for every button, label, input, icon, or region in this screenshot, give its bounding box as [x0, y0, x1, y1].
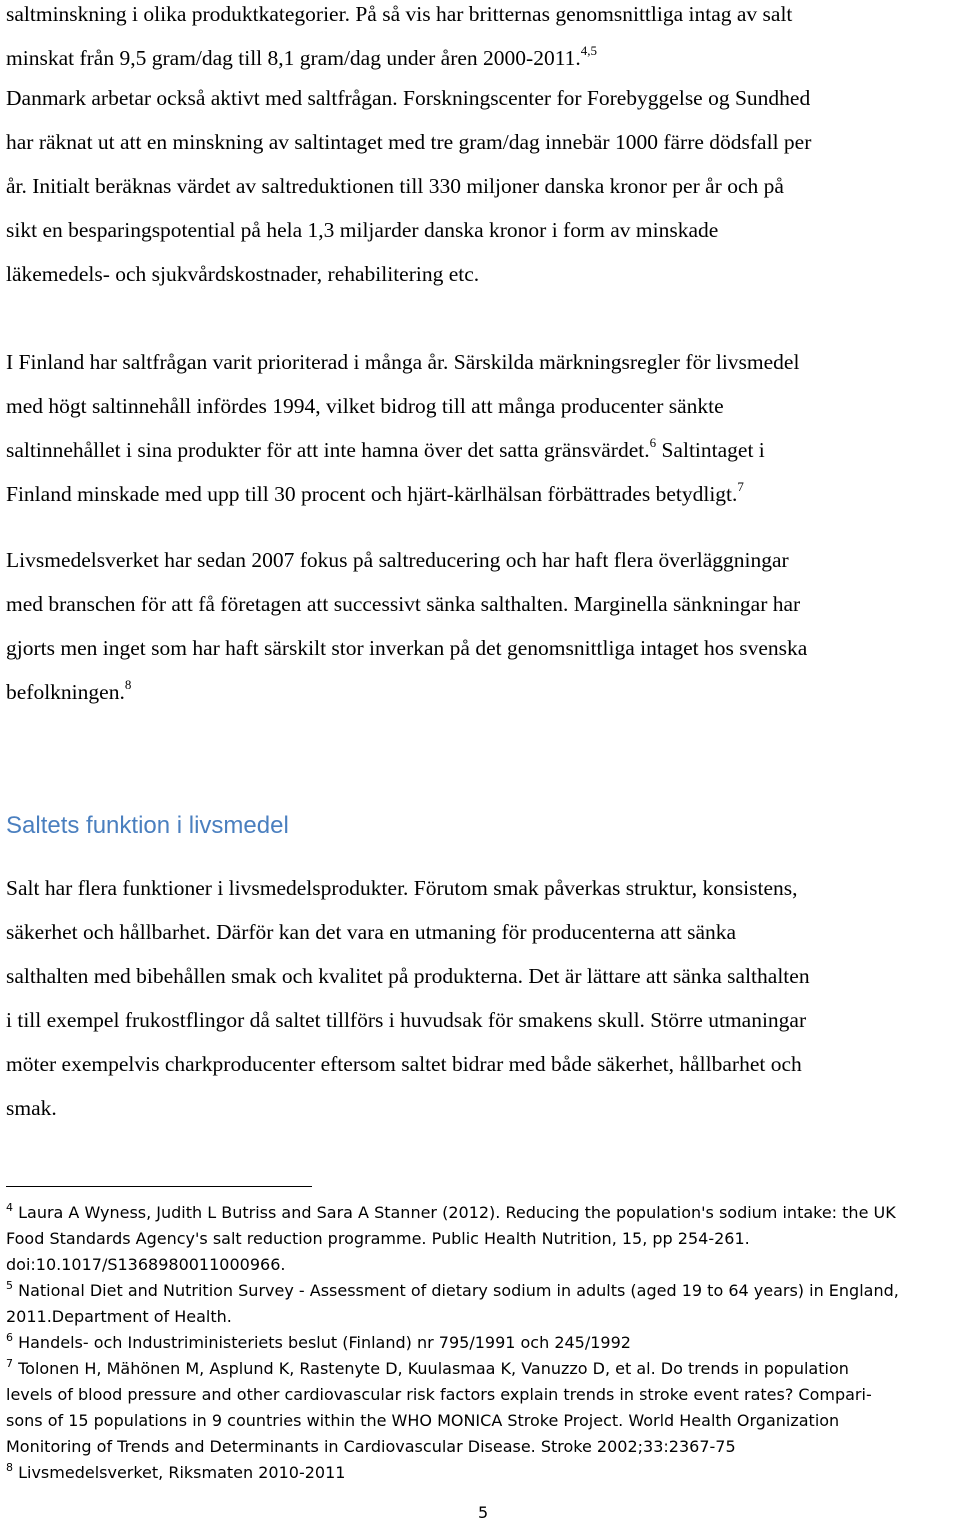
page-number: 5: [478, 1503, 489, 1522]
text-line: möter exempelvis charkproducenter eftersom saltet bidrar med både säkerhet, hållbarhet och: [6, 1052, 802, 1076]
footnote-divider: [6, 1186, 312, 1187]
footnote-number: 6: [6, 1330, 13, 1344]
footnote-5: $^5$ National Diet and Nutrition Survey - Assessment of dietary sodium in adults (aged 19 to 64 years) in England, 2011.Department of Health.: [6, 1278, 899, 1326]
footnote-number: 7: [6, 1356, 13, 1370]
footnote-4: $^4$ Laura A Wyness, Judith L Butriss and Sara A Stanner (2012). Reducing the population's sodium intake: the UK Food Standards Agency's salt reduction programme. Public Health Nutrition, 15, pp 254-261. doi:10.1017/S1368980011000966.: [6, 1200, 896, 1274]
footnote-number: 4: [6, 1200, 13, 1214]
text-line: Livsmedelsverket har sedan 2007 fokus på saltreducering och har haft flera överläggningar: [6, 548, 789, 572]
footnotes: [6, 1200, 958, 1486]
footnote-ref: 4,5: [580, 42, 598, 58]
footnote-ref: 8: [124, 676, 132, 692]
paragraph-livsmedelsverket: [6, 538, 958, 714]
text-line: saltminskning i olika produktkategorier. På så vis har britternas genomsnittliga intag av salt: [6, 2, 793, 26]
text-line: Finland minskade med upp till 30 procent och hjärt-kärlhälsan förbättrades betydligt.$^7$: [6, 478, 744, 506]
footnote-number: 8: [6, 1460, 13, 1474]
footnote-6: $^6$ Handels- och Industriministeriets beslut (Finland) nr 795/1991 och 245/1992: [6, 1330, 631, 1352]
text-line: salthalten med bibehållen smak och kvalitet på produkterna. Det är lättare att sänka salthalten: [6, 964, 810, 988]
footnote-ref: 6: [649, 434, 657, 450]
text-line: Salt har flera funktioner i livsmedelsprodukter. Förutom smak påverkas struktur, konsistens,: [6, 876, 798, 900]
text-line: befolkningen.$^8$: [6, 676, 132, 704]
paragraph-denmark: [6, 76, 958, 296]
text-line: minskat från 9,5 gram/dag till 8,1 gram/dag under åren 2000-2011.$^{4,5}$: [6, 42, 598, 70]
text-line: I Finland har saltfrågan varit prioriterad i många år. Särskilda märkningsregler för livsmedel: [6, 350, 800, 374]
text-line: säkerhet och hållbarhet. Därför kan det vara en utmaning för producenterna att sänka: [6, 920, 737, 944]
text-line: saltinnehållet i sina produkter för att inte hamna över det satta gränsvärdet.$^6$ Saltintaget i: [6, 434, 765, 462]
text-line: Danmark arbetar också aktivt med saltfrågan. Forskningscenter for Forebyggelse og Sundhed: [6, 86, 811, 110]
footnote-number: 5: [6, 1278, 13, 1292]
paragraph-salt-functions: [6, 866, 958, 1130]
footnote-7: $^7$ Tolonen H, Mähönen M, Asplund K, Rastenyte D, Kuulasmaa K, Vanuzzo D, et al. Do trends in population levels of blood pressure and other cardiovascular risk factors explain trends in stroke event rates? Compari- sons of 15 populations in 9 countries within the WHO MONICA Stroke Project. World Health Organization Monitoring of Trends and Determinants in Cardiovascular Disease. Stroke 2002;33:2367-75: [6, 1356, 872, 1456]
text-line: smak.: [6, 1096, 57, 1120]
footnote-8: $^8$ Livsmedelsverket, Riksmaten 2010-2011: [6, 1460, 346, 1482]
section-heading: Saltets funktion i livsmedel: [6, 812, 289, 839]
text-line: har räknat ut att en minskning av saltintaget med tre gram/dag innebär 1000 färre dödsfall per: [6, 130, 812, 154]
text-line: läkemedels- och sjukvårdskostnader, rehabilitering etc.: [6, 262, 480, 286]
paragraph-finland: [6, 340, 958, 516]
text-line: år. Initialt beräknas värdet av saltreduktionen till 330 miljoner danska kronor per år och på: [6, 174, 784, 198]
footnote-ref: 7: [737, 478, 744, 494]
text-line: gjorts men inget som har haft särskilt stor inverkan på det genomsnittliga intaget hos svenska: [6, 636, 808, 660]
text-line: i till exempel frukostflingor då saltet tillförs i huvudsak för smakens skull. Större utmaningar: [6, 1008, 807, 1032]
text-line: sikt en besparingspotential på hela 1,3 miljarder danska kronor i form av minskade: [6, 218, 719, 242]
paragraph-uk-salt: [6, 0, 958, 80]
text-line: med branschen för att få företagen att successivt sänka salthalten. Marginella sänkningar har: [6, 592, 801, 616]
text-line: med högt saltinnehåll infördes 1994, vilket bidrog till att många producenter sänkte: [6, 394, 724, 418]
